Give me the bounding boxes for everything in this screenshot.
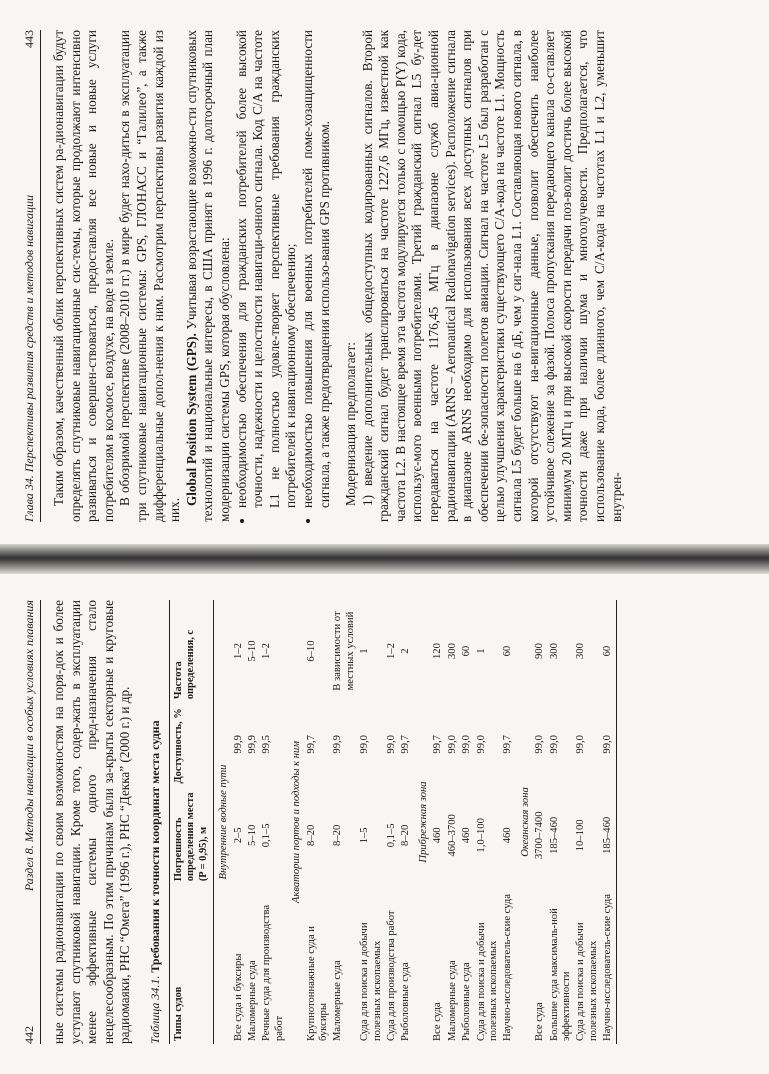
table-cell: 60 [601, 600, 616, 702]
table-row [331, 600, 358, 1044]
table-cell: 300 [446, 643, 458, 660]
table-cell: 1–2 [232, 643, 244, 660]
table-cell: Маломерные суда [446, 960, 458, 1041]
table-header-row [169, 600, 213, 1044]
table-cell: 8–20 [400, 824, 412, 846]
section-heading-gps: Global Position System (GPS). [183, 333, 199, 506]
paragraph [184, 30, 234, 522]
table-cell: 1–2 [386, 643, 398, 660]
table-cell: 2–5 [232, 827, 244, 844]
table-cell: Рыболовные суда [400, 962, 412, 1041]
table-cell: Речные суда для производства работ [261, 904, 285, 1041]
paragraph-text: Учитывая возрастающие возможно-сти спутниковых технологий и национальные интересы, в США принят в 1996 г. долгосрочный план модернизации системы GPS, которая обусловлена: [183, 30, 232, 522]
table-section-row [214, 600, 232, 1044]
table-cell: 99,0 [575, 735, 587, 754]
table-cell: 99,7 [305, 735, 317, 754]
table-cell: 99,0 [534, 735, 546, 754]
book-gutter [0, 544, 769, 574]
table-cell: 99,9 [247, 735, 258, 754]
table-cell: Все суда и буксиры [232, 953, 244, 1041]
left-page [0, 574, 769, 1074]
table-row [431, 600, 445, 1044]
table-cell: 99,7 [432, 735, 444, 754]
table-body [214, 600, 616, 1044]
running-head-title-left: Раздел 8. Методы навигации в особых условиях плавания [22, 600, 36, 892]
table-cell: В зависимости от местных условий [332, 611, 356, 691]
running-head-title-right: Глава 34. Перспективы развития средств и методов навигации [22, 194, 36, 522]
table-cell: 0,1–5 [386, 823, 398, 848]
table-section-row [414, 600, 431, 1044]
table-cell: 460–3700 [446, 814, 458, 857]
table-cell: 1–2 [261, 643, 273, 660]
running-head-left [22, 600, 41, 1044]
table-row [385, 600, 399, 1044]
page-number-left: 442 [22, 1026, 36, 1044]
table-cell: Суда для поиска и добычи полезных ископаемых [359, 922, 383, 1041]
table-label: Таблица 34.1. [147, 975, 162, 1044]
bullet-list [234, 30, 334, 522]
table-row [501, 600, 515, 1044]
table-cell: 460 [502, 827, 514, 844]
table-row [533, 600, 547, 1044]
table-cell: 99,0 [359, 735, 371, 754]
table-cell: 1 [359, 648, 371, 654]
table-cell: 6–10 [305, 640, 317, 662]
table-cell: 60 [461, 645, 473, 657]
table-cell: 1 [475, 648, 487, 654]
table-cell: 99,0 [461, 735, 473, 754]
paragraph: Модернизация предполагает: [343, 342, 359, 506]
paragraph: В обозримой перспективе (2008–2010 гг.) в мире будет нахо-диться в эксплуатации три спутниковые навигационные системы: GPS, ГЛОНАСС и “Галилео”, а также дифференциальные допол-нения к ним. Рассмотрим перспективы развития каждой из них. [117, 30, 183, 522]
table-title: Требования к точности координат места судна [147, 720, 162, 973]
table-cell: 460 [432, 827, 444, 844]
table-cell: 99,0 [446, 735, 458, 754]
table-cell: 8–20 [332, 824, 344, 846]
table-cell: 2 [400, 648, 412, 654]
table-cell: 300 [548, 643, 560, 660]
table-cell: 185–460 [548, 816, 560, 854]
table-cell: Суда для поиска и добычи полезных ископаемых [475, 922, 499, 1041]
table-cell: 99,9 [332, 735, 344, 754]
table-cell: Крупнотоннажные суда и буксиры [305, 926, 330, 1041]
bullet-item: • необходимостью повышения для военных потребителей поме-хозащищенности сигнала, а также предотвращения использо-вания GPS противником. [300, 30, 333, 508]
table-header-cell: Доступность, % [169, 702, 213, 786]
table-cell: 99,0 [601, 702, 616, 786]
table-cell: 99,0 [475, 735, 487, 754]
paragraph: Таким образом, качественный облик перспективных систем ра-дионавигации будут определять спутниковые навигационные сис-темы, которые продолжают интенсивно развиваться и совершен-ствоваться, предоставляя все новые и новые услуги потребителям в космосе, воздухе, на воде и земле. [51, 30, 116, 522]
table-section-title: Океанская зона [519, 787, 531, 857]
table-caption [148, 600, 163, 1044]
table-cell: 460 [461, 827, 473, 844]
table-cell: Все суда [432, 1002, 444, 1041]
table-cell: 300 [575, 643, 587, 660]
bullet-item: • необходимостью обеспечения для гражданских потребителей более высокой точности, надежности и целостности навигаци-онного сигнала. Код C/A на частоте L1 не полностью удовле-творяет перспективные требования гражданских потребителей к навигационному обеспечению; [234, 30, 300, 508]
table-cell: 900 [534, 643, 546, 660]
table-cell: 3700–7400 [534, 811, 546, 860]
table-row [460, 600, 474, 1044]
table-section-title: Прибрежная зона [417, 781, 429, 863]
table-cell: 99,0 [386, 735, 398, 754]
table-section-title: Акватории портов и подходы к ним [291, 740, 303, 904]
table-cell: 1–5 [359, 827, 371, 844]
table-cell: 99,9 [232, 735, 244, 754]
table-cell: Большие суда максималь-ной эффективности [548, 908, 572, 1041]
left-intro-paragraph: ные системы радионавигации по своим возможностям на поря-док и более уступают спутниковой навигации. Кроме того, содер-жать в эксплуатации менее эффективные системы одного пред-назначения стало нецелесообразным. По этим причинам были за-крыты секторные и круговые радиомаяки, РНС “Омега” (1996 г.), РНС “Декка” (2000 г.) и др. [51, 600, 133, 1044]
table-cell: Суда для поиска и добычи полезных ископаемых [575, 922, 599, 1041]
table-header-cell: Типы судов [169, 884, 213, 1044]
table-cell: 99,0 [548, 735, 560, 754]
table-cell: 5–10 [247, 824, 258, 846]
table-cell: 0,1–5 [261, 823, 273, 848]
table-section-title: Внутренние водные пути [218, 764, 230, 880]
paragraph: 1) введение дополнительных общедоступных кодированных сигналов. Второй гражданский сигнал будет транслироваться на частоте 1227,6 МГц, известной как частота L2. В настоящее время эта частота модулируется только с помощью P(Y) кода, использує-мого военными потребителями. Третий гражданский сигнал L5 бу-дет передаваться на частоте 1176,45 МГц в диапазоне служб авиа-ционной радионавигации (ARNS – Aeronautical Radionavigation services). Расположение сигнала в диапазоне ARNS необходимо для использования всех доступных сигналов при обеспечении бе-зопасности полетов авиации. Сигнал на частоте L5 был разработан с целью улучшения характеристики существующего C/A-кода на частоте L1. Мощность сигнала L5 будет больше на 6 дБ, чем у сиг-нала L1. Составляющая нового сигнала, в которой отсутствуют на-вигационные данные, позволит обеспечить наиболее устойчивое слежение за фазой. Полоса пропускания передающего канала со-ставляет минимум 20 МГц и при высокой скорости передачи поз-волит достичь более высокой точности даже при наличии шума и многолучевости. Предполагается, что использование кода, более длинного, чем C/A-кода на частотах L1 и L2, уменьшит внутрен- [359, 30, 624, 522]
table-row [574, 600, 601, 1044]
table-cell: Маломерные суда [332, 960, 344, 1041]
requirements-table [169, 600, 617, 1044]
table-row [305, 600, 332, 1044]
table-cell: 99,7 [502, 735, 514, 754]
table-header-cell: Частота определения, с [169, 600, 213, 702]
table-header-cell: Погрешность определения места (P = 0,95), м [169, 787, 213, 885]
table-row [232, 600, 246, 1044]
table-row [475, 600, 502, 1044]
table-cell: 10–100 [575, 819, 587, 852]
table-cell: 99,5 [261, 735, 273, 754]
running-head-right [22, 30, 41, 522]
table-row [399, 600, 413, 1044]
page-number-right: 443 [22, 30, 36, 48]
table-cell: Суда для производства работ [386, 910, 398, 1041]
table-row [601, 600, 616, 1044]
table-cell: 1,0–100 [475, 818, 487, 853]
table-cell: 185–460 [601, 787, 616, 885]
table-cell: 5–10 [247, 640, 258, 662]
table-row [246, 600, 260, 1044]
table-cell: Научно-исследователь-ские суда [502, 894, 514, 1041]
table-row [260, 600, 287, 1044]
table-row [358, 600, 385, 1044]
table-cell: Рыболовные суда [461, 962, 473, 1041]
table-section-row [287, 600, 304, 1044]
table-cell: 99,7 [400, 735, 412, 754]
table-cell: 60 [502, 645, 514, 657]
table-cell: Маломерные суда [247, 960, 258, 1041]
table-section-row [516, 600, 533, 1044]
table-cell: Все суда [534, 1002, 546, 1041]
table-row [446, 600, 460, 1044]
table-cell: 8–20 [305, 824, 317, 846]
table-row [548, 600, 575, 1044]
table-cell: 120 [432, 643, 444, 660]
table-cell: Научно-исследователь-ские суда [601, 884, 616, 1044]
